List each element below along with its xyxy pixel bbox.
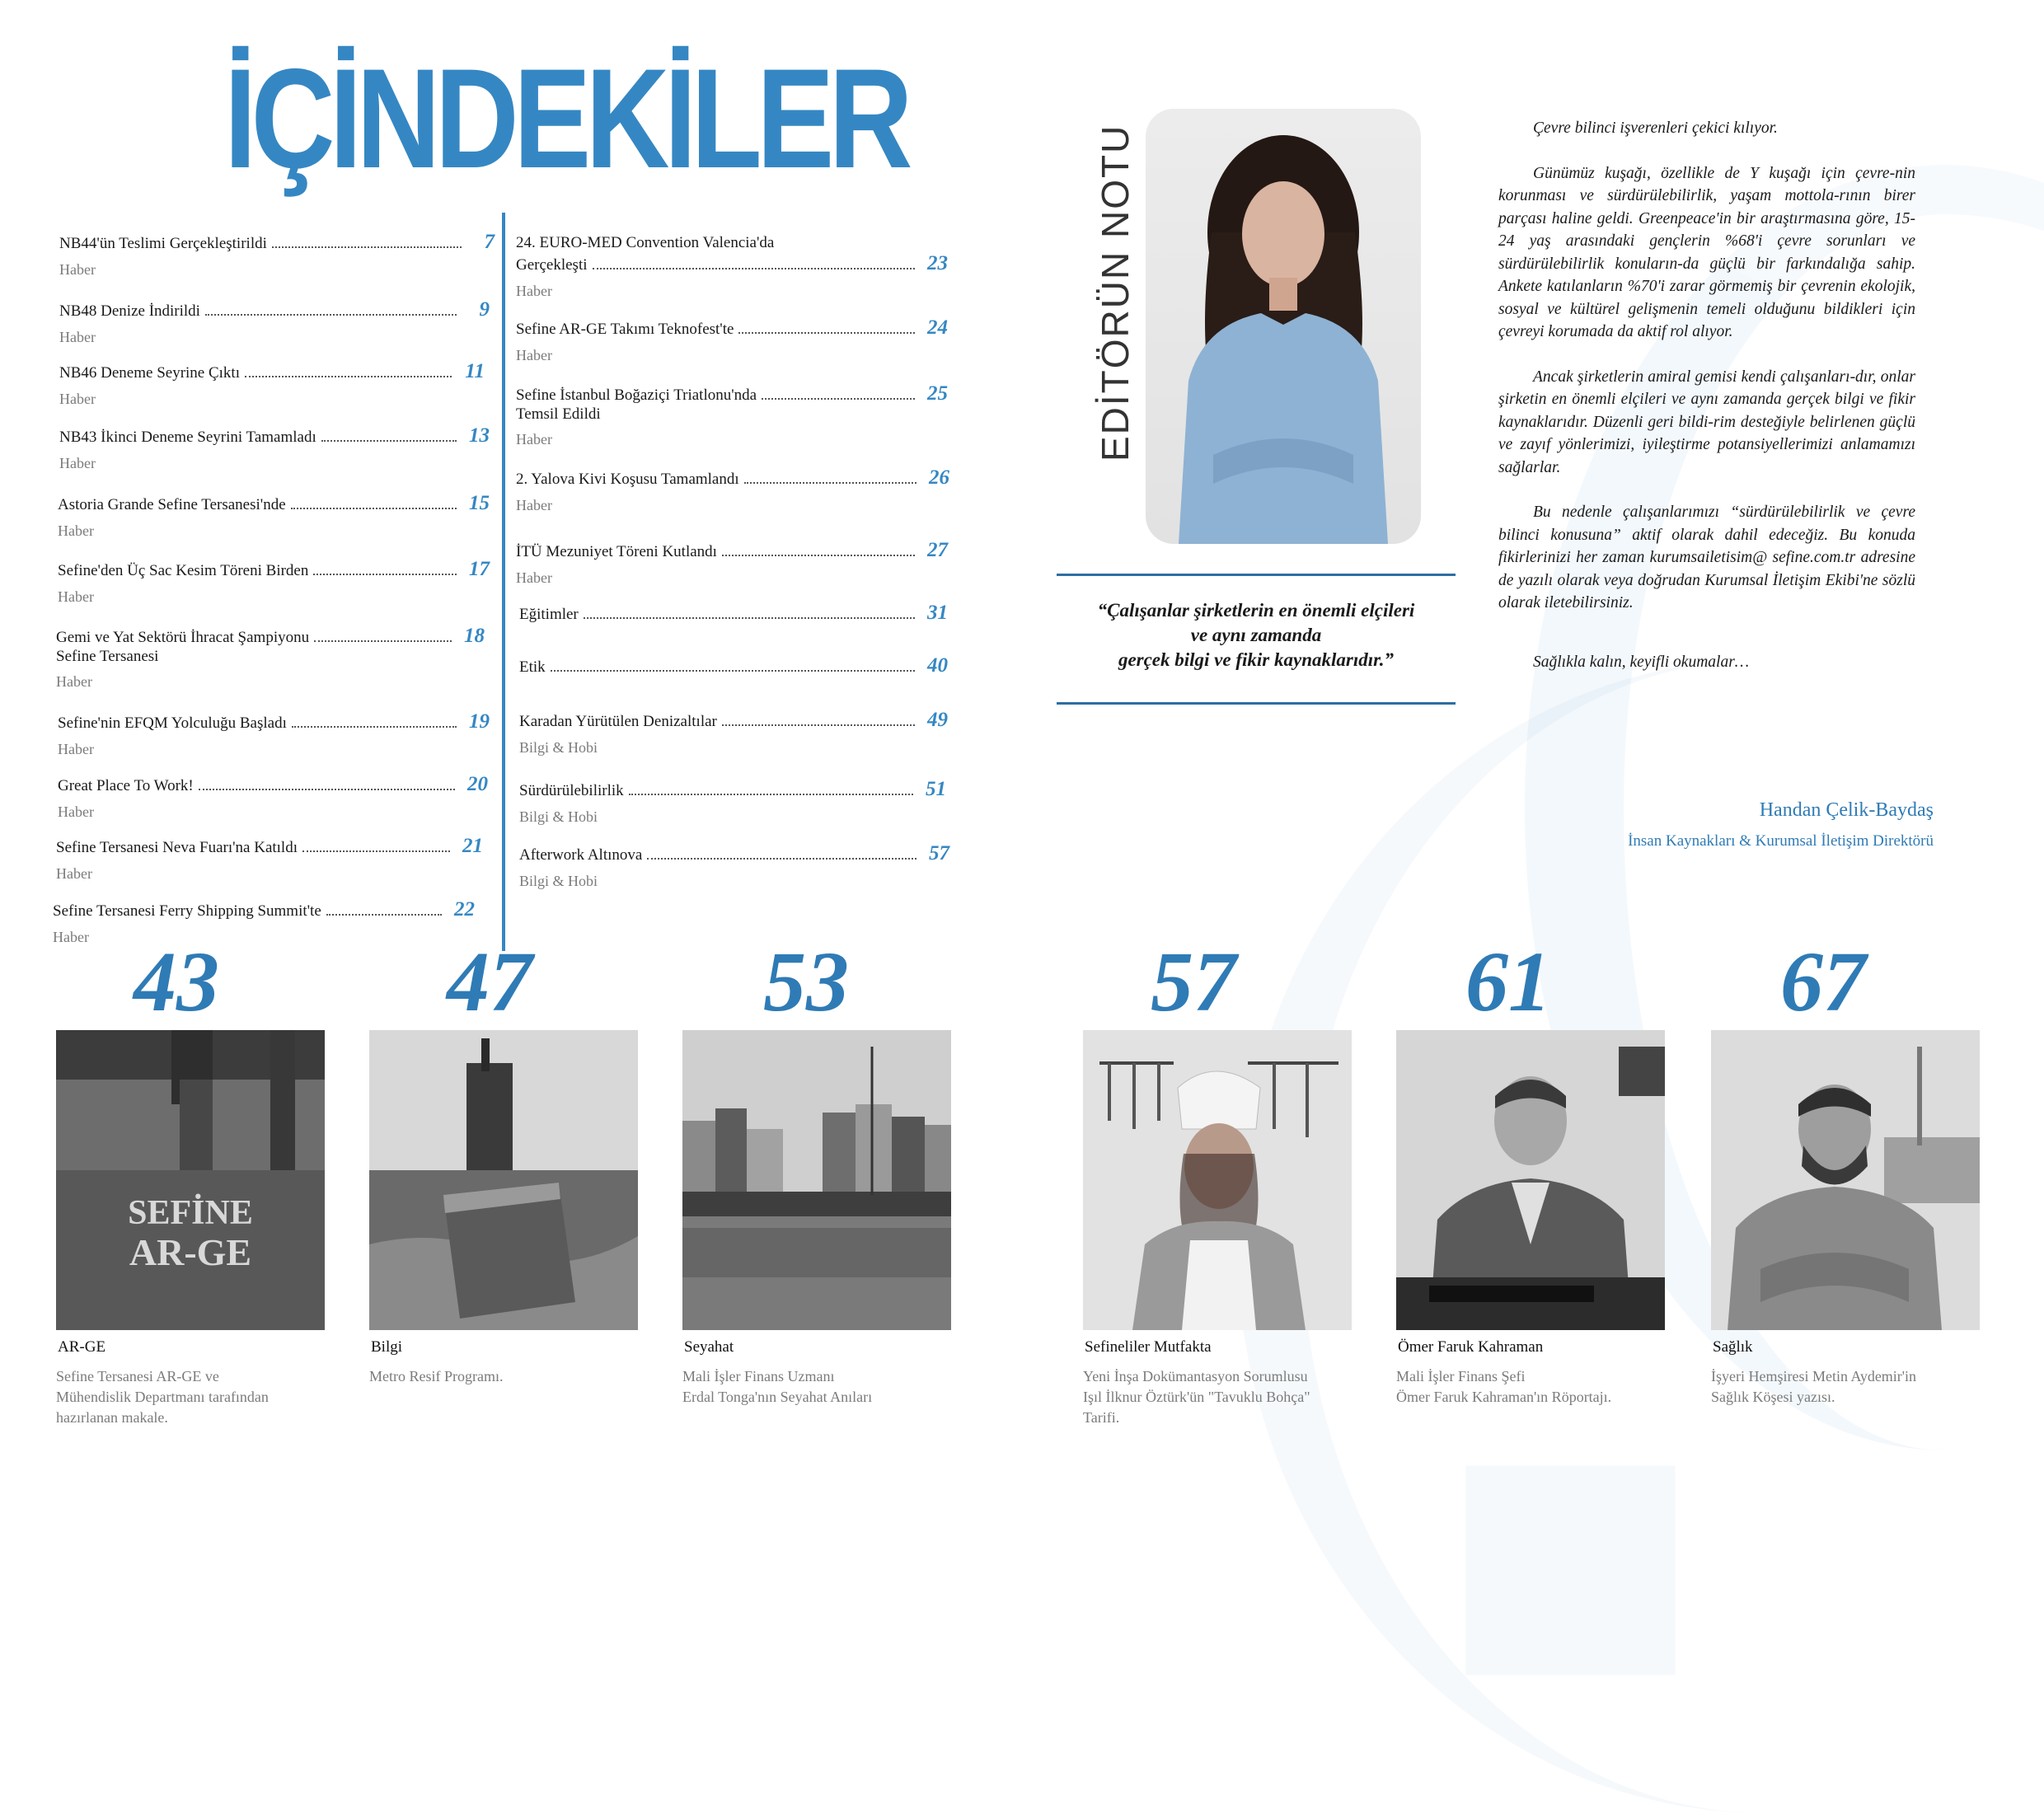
toc-page-number: 51: [926, 778, 946, 800]
toc-page-number: 15: [469, 492, 490, 514]
toc-category: Haber: [59, 261, 96, 278]
shipyard-portrait-photo: [1711, 1030, 1980, 1330]
editor-note-heading: EDİTÖRÜN NOTU: [1094, 124, 1137, 461]
toc-category: Bilgi & Hobi: [519, 739, 598, 756]
toc-category: Haber: [56, 865, 92, 882]
toc-page-number: 49: [927, 709, 948, 731]
toc-entry[interactable]: Afterwork Altınova 57 Bilgi & Hobi: [519, 842, 949, 889]
toc-entry[interactable]: NB43 İkinci Deneme Seyrini Tamamladı 13 Haber: [59, 424, 490, 471]
toc-category: Haber: [59, 391, 96, 407]
toc-page-number: 22: [454, 898, 475, 921]
toc-entry[interactable]: 24. EURO-MED Convention Valencia'da Gerçekleşti 23 Haber: [516, 234, 948, 299]
toc-page-number: 21: [462, 835, 483, 857]
signature-name: Handan Çelik-Baydaş: [1759, 799, 1934, 821]
letter-paragraph: Çevre bilinci işverenleri çekici kılıyor.: [1533, 119, 1778, 137]
column-divider: [502, 213, 505, 951]
cnc-machine-photo: [56, 1030, 325, 1330]
toc-page-number: 31: [927, 602, 948, 624]
toc-page-number: 19: [469, 710, 490, 733]
toc-page-number: 13: [469, 424, 490, 447]
toc-entry[interactable]: Sefine Tersanesi Ferry Shipping Summit'te 22 Haber: [53, 898, 475, 945]
editor-letter: [1498, 117, 1915, 696]
feature-page-number: 67: [1780, 935, 1866, 1029]
toc-page-number: 17: [469, 558, 490, 580]
toc-entry[interactable]: Karadan Yürütülen Denizaltılar 49 Bilgi & Hobi: [519, 709, 948, 756]
feature-description: Metro Resif Programı.: [369, 1368, 504, 1384]
toc-entry[interactable]: NB46 Deneme Seyrine Çıktı 11 Haber: [59, 360, 485, 407]
harbor-photo: [682, 1030, 951, 1330]
toc-category: Haber: [58, 803, 94, 820]
quote-bottom-rule: [1057, 702, 1456, 705]
toc-category: Haber: [58, 522, 94, 539]
toc-entry[interactable]: Sürdürülebilirlik 51 Bilgi & Hobi: [519, 778, 946, 825]
feature-category: Sağlık: [1713, 1338, 1753, 1356]
feature-page-number: 43: [134, 935, 219, 1029]
toc-category: Haber: [56, 673, 92, 690]
feature-category: Sefineliler Mutfakta: [1085, 1338, 1212, 1356]
letter-paragraph: Bu nedenle çalışanlarımızı “sürdürülebilirlik ve çevre bilinci konusuna” aktif olarak dahil edeceğiz. Bu konuda fikirlerinizi her zaman kurumsailetisim@ sefine.com.tr adresine de yazılı olarak veya doğrudan Kurumsal İletişim Ekibi'ne sözlü olarak iletebilirsiniz.: [1498, 504, 1915, 611]
toc-category: Haber: [59, 329, 96, 345]
toc-entry[interactable]: NB44'ün Teslimi Gerçekleştirildi 7 Haber: [59, 231, 495, 278]
toc-page-number: 24: [927, 316, 948, 339]
toc-entry[interactable]: Great Place To Work! 20 Haber: [58, 773, 488, 820]
image-text: AR-GE: [129, 1231, 252, 1273]
image-text: SEFİNE: [128, 1194, 253, 1232]
editor-photo: [1146, 109, 1421, 544]
toc-category: Bilgi & Hobi: [519, 808, 598, 825]
office-portrait-photo: [1396, 1030, 1665, 1330]
toc-page-number: 18: [464, 625, 485, 647]
toc-category: Haber: [58, 741, 94, 757]
sinking-ship-photo: [369, 1030, 638, 1330]
toc-entry[interactable]: Sefine AR-GE Takımı Teknofest'te 24 Haber: [516, 316, 948, 363]
toc-entry[interactable]: Eğitimler 31: [519, 602, 948, 624]
feature-description: Yeni İnşa Dokümantasyon Sorumlusu Işıl İlknur Öztürk'ün "Tavuklu Bohça" Tarifi.: [1083, 1368, 1310, 1426]
toc-page-number: 26: [929, 466, 949, 489]
toc-category: Haber: [59, 455, 96, 471]
feature-category: Ömer Faruk Kahraman: [1398, 1338, 1544, 1356]
toc-category: Haber: [516, 569, 552, 586]
toc-page-number: 7: [484, 231, 495, 253]
toc-category: Haber: [516, 431, 552, 447]
feature-description: Sefine Tersanesi AR-GE ve Mühendislik Departmanı tarafından hazırlanan makale.: [56, 1368, 269, 1426]
feature-category: Bilgi: [371, 1338, 403, 1356]
toc-page-number: 57: [929, 842, 949, 864]
toc-category: Bilgi & Hobi: [519, 873, 598, 889]
toc-page-number: 9: [479, 298, 490, 321]
toc-entry[interactable]: İTÜ Mezuniyet Töreni Kutlandı 27 Haber: [516, 539, 948, 586]
letter-paragraph: Günümüz kuşağı, özellikle de Y kuşağı için çevre-nin korunması ve sürdürülebilirlik, yaşam mottola-rının birer parçası haline geldi. Greenpeace'in bir araştırmasına göre, 15-24 yaş arasındaki gençlerin %68'i çevre sorunları ve sürdürülebilirlik konuların-da güçlü bir farkındalığa sahip. Ankete katılanların %70'i zarar görmemiş bir çevrenin ekolojik, sosyal ve kültürel gelişmenin temeli olduğunu bildikleri için çevreyi korumada da aktif rol alıyor.: [1498, 164, 1915, 340]
feature-page-number: 57: [1151, 935, 1236, 1029]
feature-description: Mali İşler Finans Uzmanı Erdal Tonga'nın Seyahat Anıları: [682, 1368, 873, 1405]
feature-description: İşyeri Hemşiresi Metin Aydemir'in Sağlık Köşesi yazısı.: [1711, 1368, 1917, 1405]
pull-quote: “Çalışanlar şirketlerin en önemli elçileri ve aynı zamanda gerçek bilgi ve fikir kaynaklarıdır.”: [1097, 600, 1415, 670]
toc-category: Haber: [58, 588, 94, 605]
toc-entry[interactable]: Astoria Grande Sefine Tersanesi'nde 15 Haber: [58, 492, 490, 539]
toc-category: Haber: [516, 347, 552, 363]
feature-description: Mali İşler Finans Şefi Ömer Faruk Kahraman'ın Röportajı.: [1396, 1368, 1612, 1405]
feature-page-number: 53: [763, 935, 849, 1029]
toc-entry[interactable]: Sefine'nin EFQM Yolculuğu Başladı 19 Haber: [58, 710, 490, 757]
feature-page-number: 61: [1465, 935, 1551, 1029]
quote-top-rule: [1057, 574, 1456, 576]
chef-photo: [1083, 1030, 1352, 1330]
toc-category: Haber: [516, 283, 552, 299]
toc-entry[interactable]: Sefine'den Üç Sac Kesim Töreni Birden 17 Haber: [58, 558, 490, 605]
toc-category: Haber: [516, 497, 552, 513]
toc-entry[interactable]: Sefine Tersanesi Neva Fuarı'na Katıldı 21 Haber: [56, 835, 483, 882]
toc-entry[interactable]: 2. Yalova Kivi Koşusu Tamamlandı 26 Haber: [516, 466, 949, 513]
toc-page-number: 25: [927, 382, 948, 405]
toc-category: Haber: [53, 929, 89, 945]
toc-page-number: 23: [927, 252, 948, 274]
feature-category: AR-GE: [58, 1338, 106, 1356]
toc-page-number: 20: [467, 773, 488, 795]
letter-paragraph: Sağlıkla kalın, keyifli okumalar…: [1533, 653, 1750, 671]
page-title: İÇİNDEKİLER: [224, 40, 907, 198]
toc-entry[interactable]: Gemi ve Yat Sektörü İhracat Şampiyonu 18 Sefine Tersanesi Haber: [56, 625, 485, 690]
toc-page-number: 40: [927, 654, 948, 677]
toc-page-number: 27: [927, 539, 948, 561]
letter-paragraph: Ancak şirketlerin amiral gemisi kendi çalışanları-dır, onlar şirketin en önemli elçileri ve aynı zamanda gerçek bilgi ve fikir kaynaklarıdır. Düzenli geri bildi-rim desteğiyle belirlenen güçlü ve zayıf yönlerimizi, iyileştirme potansiyellerimizi anlamamızı sağlarlar.: [1498, 368, 1915, 476]
toc-entry[interactable]: NB48 Denize İndirildi 9 Haber: [59, 298, 490, 345]
toc-entry[interactable]: Sefine İstanbul Boğaziçi Triatlonu'nda 25 Temsil Edildi Haber: [516, 382, 948, 447]
signature-title: İnsan Kaynakları & Kurumsal İletişim Direktörü: [1628, 832, 1934, 850]
toc-page-number: 11: [465, 360, 485, 382]
feature-page-number: 47: [447, 935, 532, 1029]
toc-entry[interactable]: Etik 40: [519, 654, 948, 677]
feature-category: Seyahat: [684, 1338, 734, 1356]
